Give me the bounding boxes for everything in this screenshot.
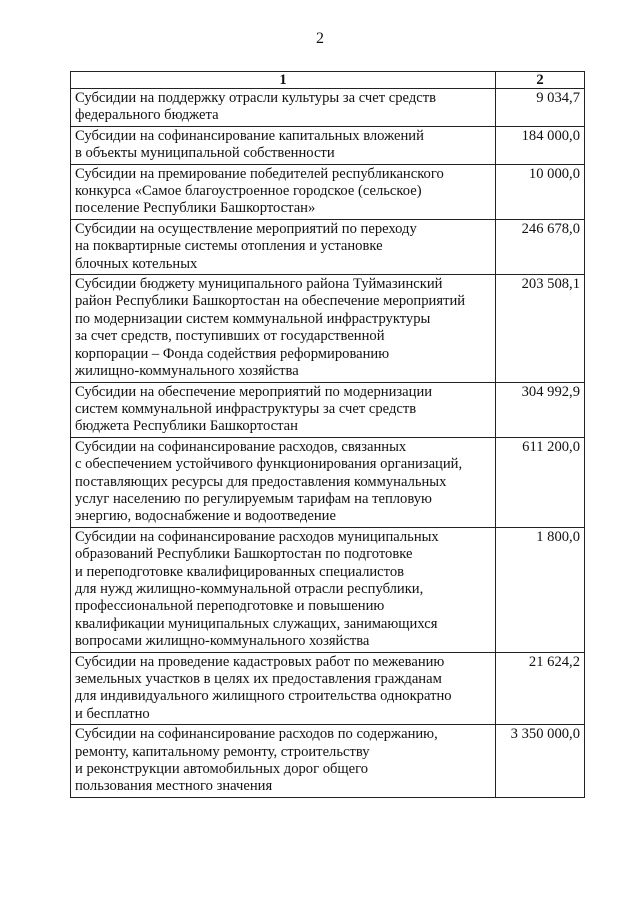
description-line: и бесплатно — [75, 705, 150, 722]
column-header-1: 1 — [71, 72, 496, 89]
subsidy-description — [71, 437, 496, 527]
subsidy-amount: 246 678,0 — [496, 219, 585, 274]
description-line: район Республики Башкортостан на обеспечение мероприятий — [75, 293, 466, 310]
subsidy-amount: 10 000,0 — [496, 164, 585, 219]
description-line: Субсидии на софинансирование капитальных вложений — [75, 127, 424, 144]
description-line: Субсидии на софинансирование расходов по содержанию, — [75, 726, 438, 743]
description-line: вопросами жилищно-коммунального хозяйства — [75, 633, 370, 650]
description-line: Субсидии бюджету муниципального района Туймазинский — [75, 276, 443, 293]
description-line: и реконструкции автомобильных дорог общего — [75, 761, 369, 778]
page-number: 2 — [316, 30, 324, 47]
subsidy-description — [71, 725, 496, 798]
subsidy-description — [71, 89, 496, 127]
description-line: энергию, водоснабжение и водоотведение — [75, 508, 336, 525]
table-row — [71, 382, 585, 437]
description-line: за счет средств, поступивших от государственной — [75, 328, 385, 345]
description-line: жилищно-коммунального хозяйства — [75, 363, 299, 380]
description-line: Субсидии на осуществление мероприятий по переходу — [75, 220, 417, 237]
subsidy-description — [71, 382, 496, 437]
description-line: Субсидии на поддержку отрасли культуры за счет средств — [75, 90, 436, 106]
description-line: Субсидии на проведение кадастровых работ по межеванию — [75, 653, 445, 670]
description-line: Субсидии на софинансирование расходов, связанных — [75, 438, 407, 455]
description-line: федерального бюджета — [75, 107, 219, 124]
description-line: и переподготовке квалифицированных специалистов — [75, 563, 405, 580]
description-line: Субсидии на софинансирование расходов муниципальных — [75, 528, 439, 545]
description-line: блочных котельных — [75, 255, 198, 272]
description-line: услуг населению по регулируемым тарифам на тепловую — [75, 490, 432, 507]
description-line: профессиональной переподготовке и повышению — [75, 598, 385, 615]
description-line: в объекты муниципальной собственности — [75, 145, 335, 162]
table-row — [71, 652, 585, 725]
description-line: конкурса «Самое благоустроенное городское (сельское) — [75, 183, 422, 200]
subsidy-description — [71, 164, 496, 219]
description-line: поставляющих ресурсы для предоставления коммунальных — [75, 473, 447, 490]
description-line: ремонту, капитальному ремонту, строительству — [75, 743, 370, 760]
table-row — [71, 126, 585, 164]
subsidy-amount: 304 992,9 — [496, 382, 585, 437]
description-line: поселение Республики Башкортостан» — [75, 200, 316, 217]
subsidy-description — [71, 275, 496, 382]
subsidy-amount: 9 034,7 — [496, 89, 585, 127]
subsidy-amount: 21 624,2 — [496, 652, 585, 725]
subsidy-amount: 203 508,1 — [496, 275, 585, 382]
subsidy-amount: 3 350 000,0 — [496, 725, 585, 798]
table-row — [71, 219, 585, 274]
description-line: для нужд жилищно-коммунальной отрасли республики, — [75, 580, 424, 597]
table-row — [71, 437, 585, 527]
subsidy-description — [71, 527, 496, 652]
table-row — [71, 527, 585, 652]
description-line: корпорации – Фонда содействия реформированию — [75, 345, 390, 362]
subsidy-description — [71, 126, 496, 164]
description-line: для индивидуального жилищного строительства однократно — [75, 688, 452, 705]
table-row — [71, 725, 585, 798]
table-row — [71, 164, 585, 219]
description-line: земельных участков в целях их предоставления гражданам — [75, 671, 442, 687]
table-header-row — [71, 72, 585, 89]
subsidy-amount: 184 000,0 — [496, 126, 585, 164]
description-line: квалификации муниципальных служащих, занимающихся — [75, 615, 438, 632]
subsidy-description — [71, 219, 496, 274]
description-line: Субсидии на премирование победителей республиканского — [75, 165, 444, 182]
table-row — [71, 275, 585, 382]
subsidy-amount: 1 800,0 — [496, 527, 585, 652]
table-body — [71, 89, 585, 798]
description-line: с обеспечением устойчивого функционирования организаций, — [75, 456, 463, 473]
subsidy-amount: 611 200,0 — [496, 437, 585, 527]
description-line: систем коммунальной инфраструктуры за счет средств — [75, 400, 417, 417]
table-row — [71, 89, 585, 127]
description-line: образований Республики Башкортостан по подготовке — [75, 546, 413, 563]
column-header-2: 2 — [496, 72, 585, 89]
description-line: бюджета Республики Башкортостан — [75, 418, 298, 435]
description-line: пользования местного значения — [75, 778, 273, 795]
description-line: Субсидии на обеспечение мероприятий по модернизации — [75, 383, 433, 400]
description-line: на поквартирные системы отопления и установке — [75, 238, 383, 255]
description-line: по модернизации систем коммунальной инфраструктуры — [75, 310, 431, 327]
subsidy-description — [71, 652, 496, 725]
subsidies-table — [70, 71, 585, 798]
